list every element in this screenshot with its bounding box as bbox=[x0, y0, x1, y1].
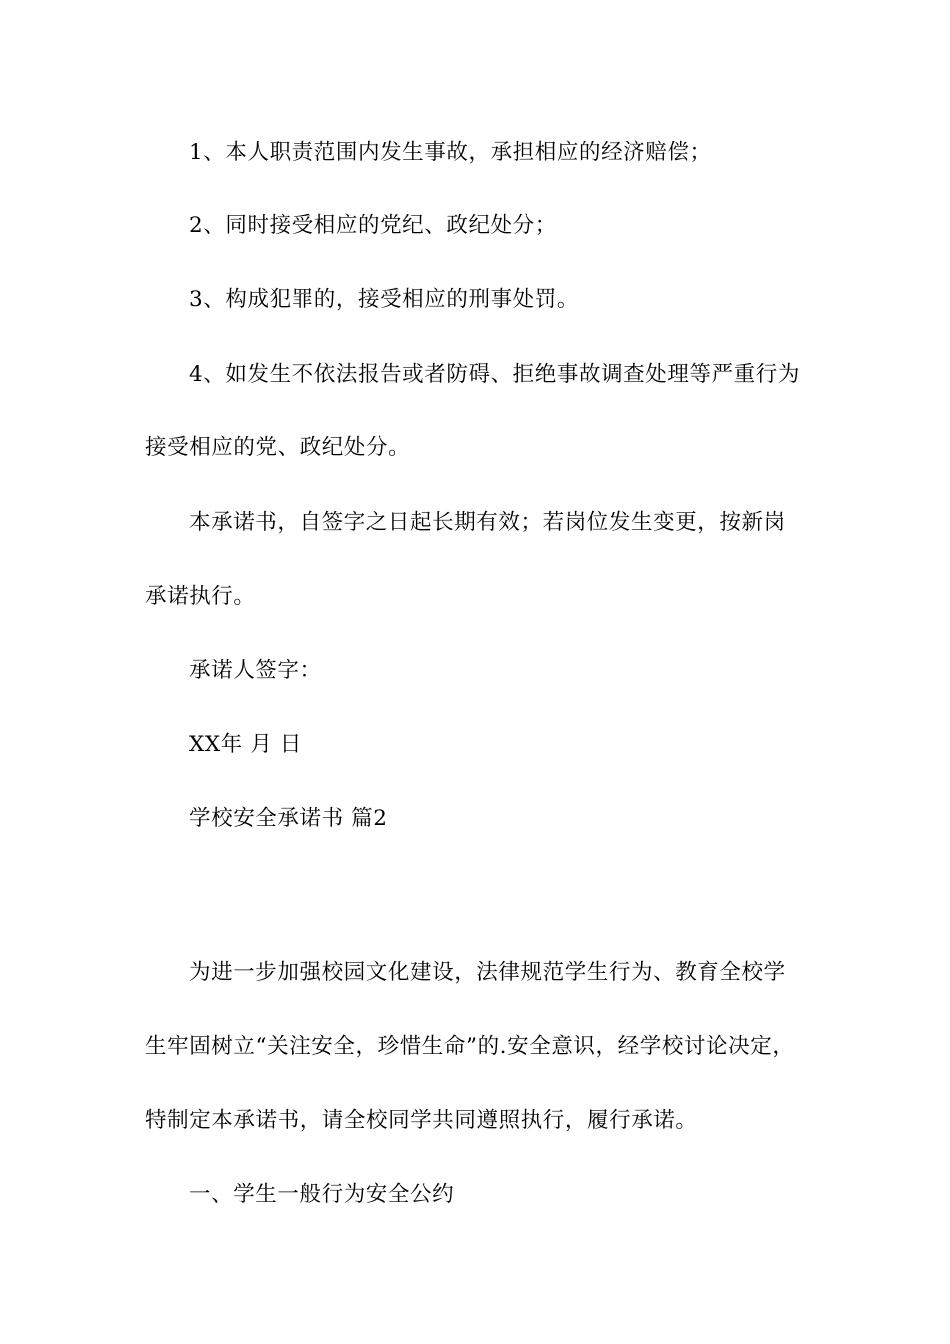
section-title: 学校安全承诺书 篇2 bbox=[189, 806, 388, 831]
validity-line-2: 承诺执行。 bbox=[145, 584, 256, 609]
intro-line-3: 特制定本承诺书，请全校同学共同遵照执行，履行承诺。 bbox=[145, 1108, 698, 1133]
intro-line-1: 为进一步加强校园文化建设，法律规范学生行为、教育全校学 bbox=[189, 960, 786, 985]
signature-label: 承诺人签字： bbox=[189, 658, 322, 683]
clause-4-line-2: 接受相应的党、政纪处分。 bbox=[145, 435, 411, 460]
intro-line-2: 生牢固树立“关注安全，珍惜生命”的.安全意识，经学校讨论决定， bbox=[145, 1034, 795, 1059]
clause-3: 3、构成犯罪的，接受相应的刑事处罚。 bbox=[189, 287, 579, 312]
subsection-heading: 一、学生一般行为安全公约 bbox=[189, 1182, 455, 1207]
date-line: XX年 月 日 bbox=[189, 732, 302, 757]
validity-line-1: 本承诺书，自签字之日起长期有效；若岗位发生变更，按新岗 bbox=[189, 510, 786, 535]
clause-4-line-1: 4、如发生不依法报告或者防碍、拒绝事故调查处理等严重行为 bbox=[189, 362, 800, 387]
clause-1: 1、本人职责范围内发生事故，承担相应的经济赔偿； bbox=[189, 140, 712, 165]
clause-2: 2、同时接受相应的党纪、政纪处分； bbox=[189, 213, 557, 238]
